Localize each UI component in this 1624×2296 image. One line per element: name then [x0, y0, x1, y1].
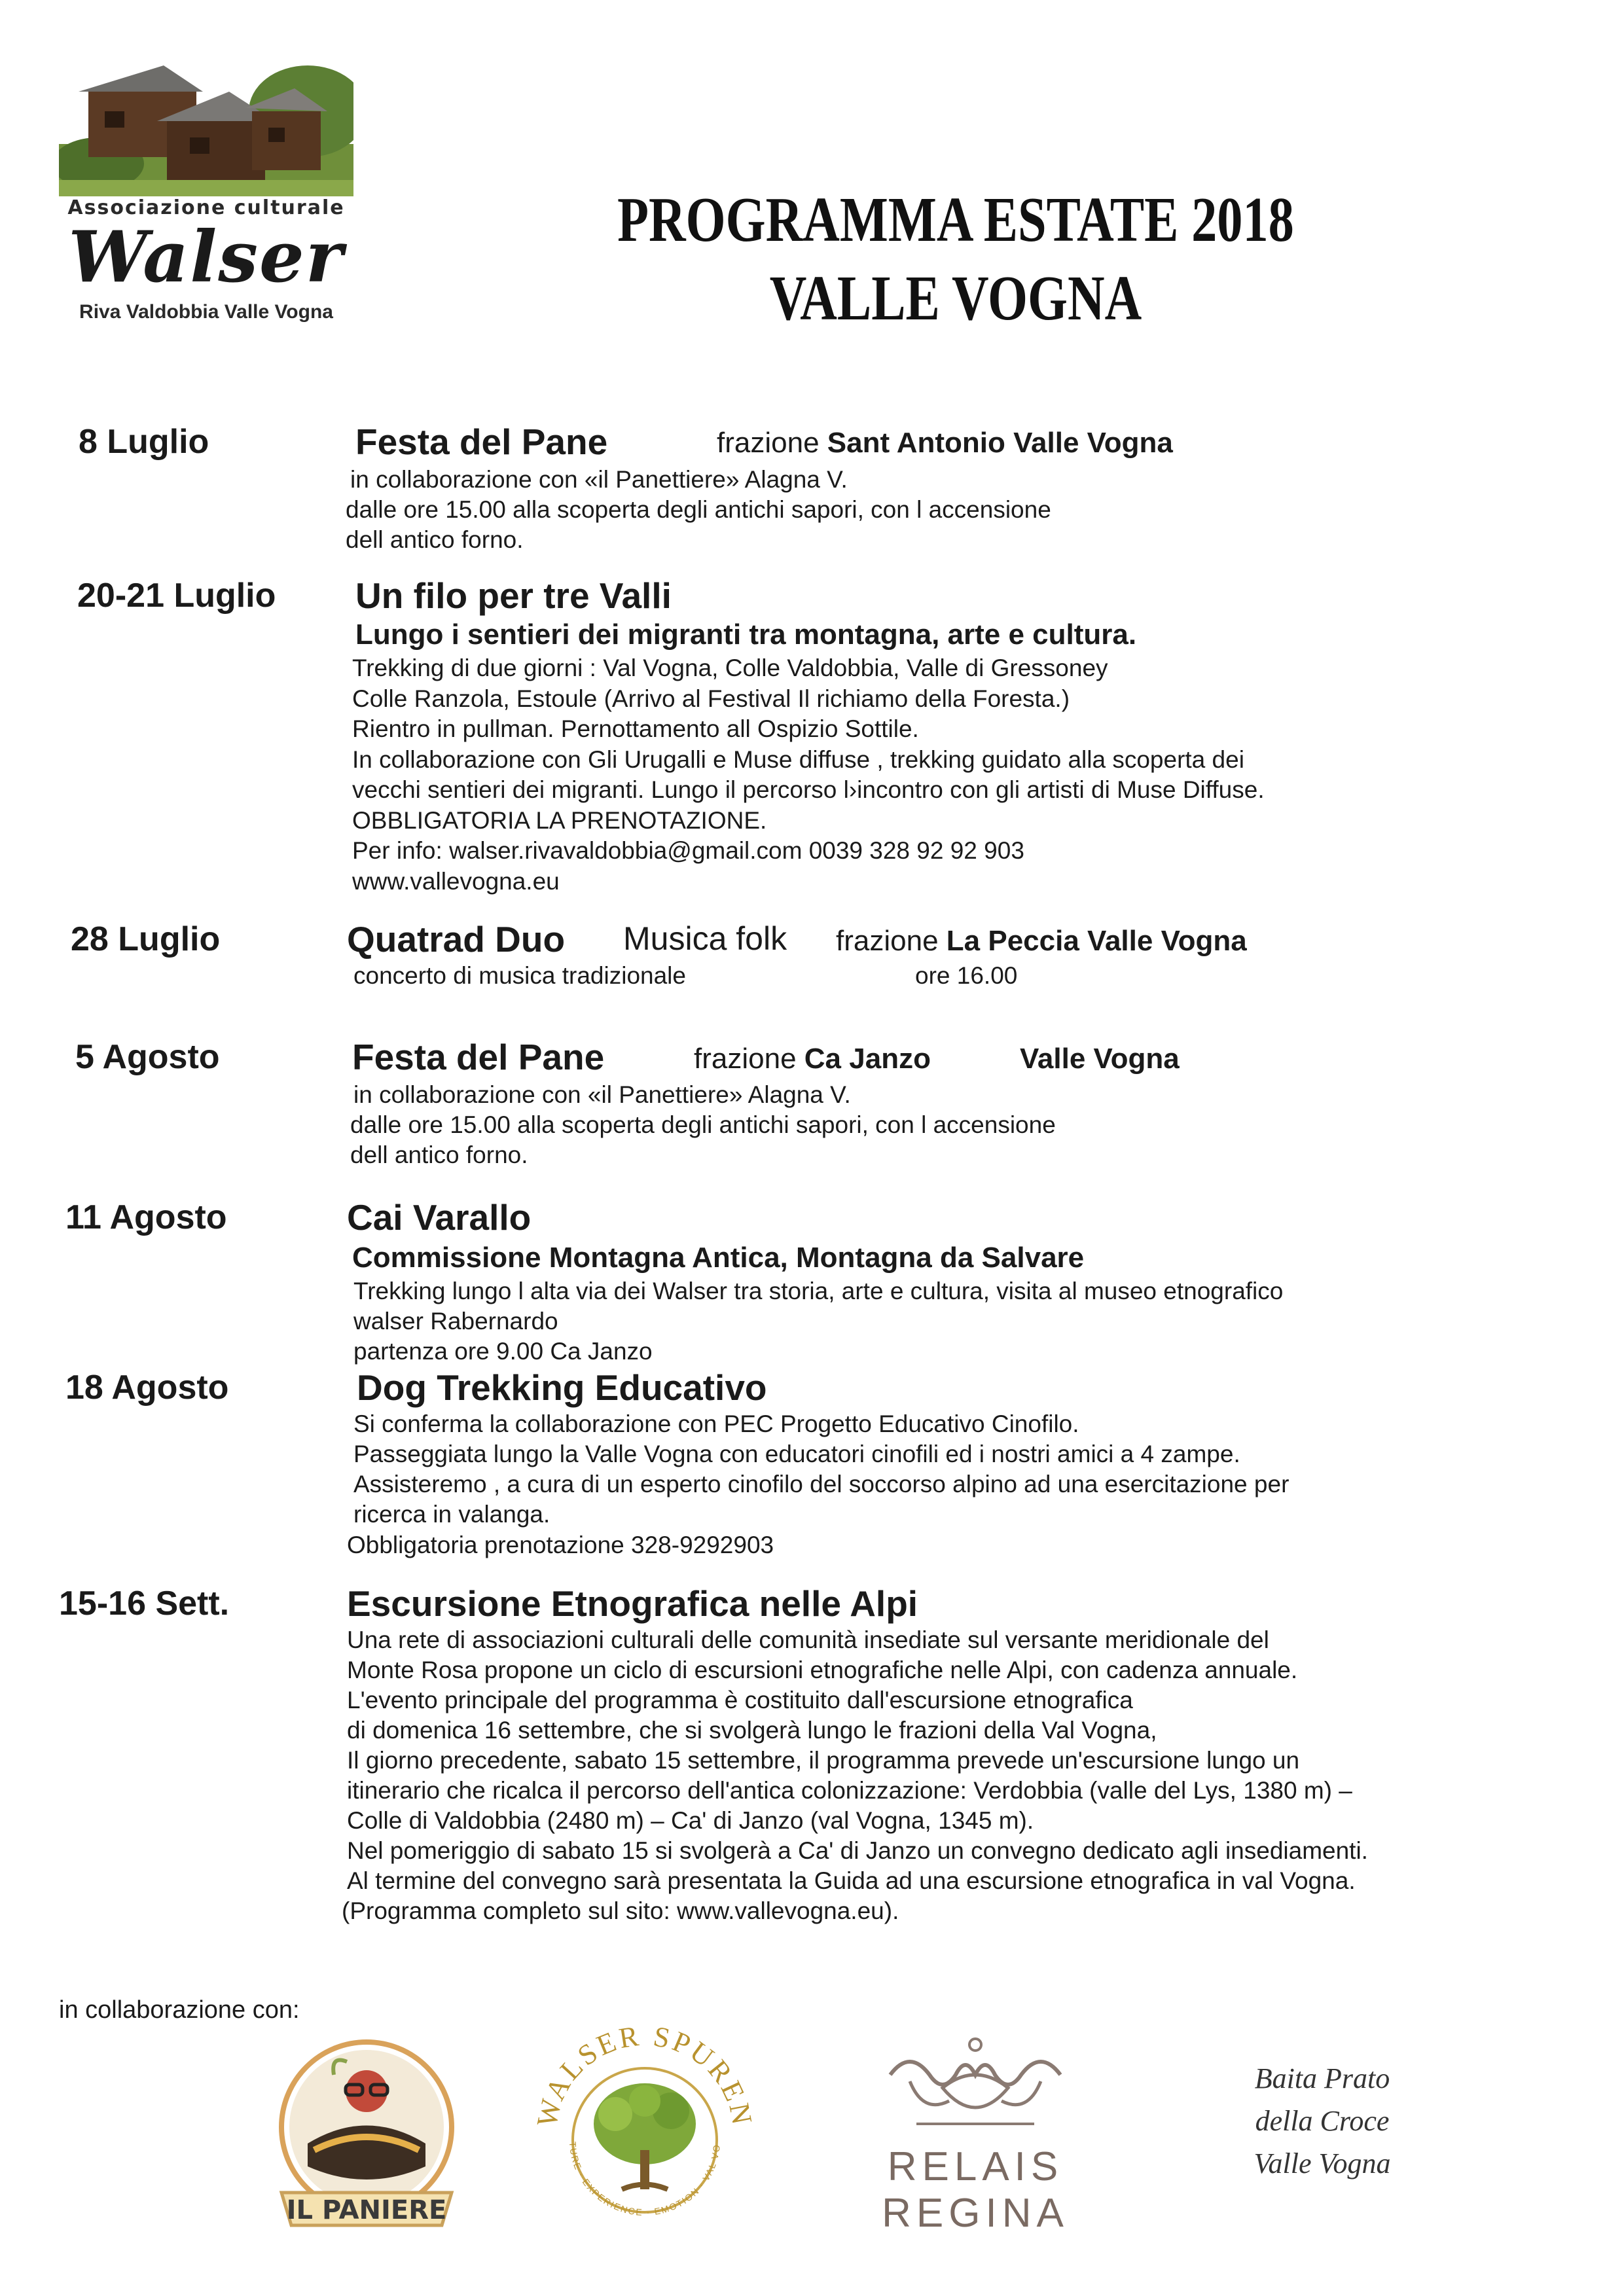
- event-location: frazione La Peccia Valle Vogna: [836, 925, 1247, 957]
- event-place: Sant Antonio Valle Vogna: [827, 427, 1173, 459]
- event-genre: Musica folk: [623, 920, 787, 957]
- event-subtitle: Lungo i sentieri dei migranti tra montagna, arte e cultura.: [355, 619, 1137, 651]
- il-paniere-logo: [268, 2029, 465, 2245]
- event-place: La Peccia Valle Vogna: [946, 925, 1247, 957]
- event-date: 5 Agosto: [75, 1038, 220, 1076]
- event-line: itinerario che ricalca il percorso dell'antica colonizzazione: Verdobbia (valle del Lys, 1380 m) –: [347, 1777, 1352, 1804]
- page-title: PROGRAMMA ESTATE 2018: [617, 185, 1294, 255]
- event-line: Trekking lungo l alta via dei Walser tra storia, arte e cultura, visita al museo etnografico: [353, 1278, 1284, 1304]
- event-line: Rientro in pullman. Pernottamento all Ospizio Sottile.: [352, 715, 919, 742]
- logo-association-label: Associazione culturale: [67, 196, 345, 219]
- walser-logo: [59, 65, 353, 340]
- event-line: dalle ore 15.00 alla scoperta degli antichi sapori, con l accensione: [350, 1111, 1056, 1138]
- event-place-2: Valle Vogna: [1020, 1043, 1180, 1075]
- event-date: 11 Agosto: [65, 1198, 227, 1236]
- event-line: Colle di Valdobbia (2480 m) – Ca' di Janzo (val Vogna, 1345 m).: [347, 1807, 1034, 1834]
- event-line: L'evento principale del programma è costituito dall'escursione etnografica: [347, 1687, 1133, 1713]
- il-paniere-text: IL PANIERE: [286, 2195, 447, 2225]
- event-time: ore 16.00: [915, 962, 1018, 989]
- page-subtitle: VALLE VOGNA: [769, 263, 1142, 334]
- event-line: ricerca in valanga.: [353, 1501, 550, 1528]
- event-line: Passeggiata lungo la Valle Vogna con educatori cinofili ed i nostri amici a 4 zampe.: [353, 1441, 1240, 1467]
- event-line: OBBLIGATORIA LA PRENOTAZIONE.: [352, 807, 767, 834]
- event-title: Cai Varallo: [347, 1197, 532, 1238]
- logo-name: Walser: [68, 216, 344, 298]
- event-line: Il giorno precedente, sabato 15 settembre, il programma prevede un'escursione lungo un: [347, 1747, 1300, 1774]
- chalet-illustration: [59, 65, 353, 196]
- event-title: Un filo per tre Valli: [355, 575, 672, 616]
- event-line: dalle ore 15.00 alla scoperta degli antichi sapori, con l accensione: [346, 496, 1051, 523]
- baita-line: Baita Prato: [1254, 2062, 1390, 2094]
- event-date: 8 Luglio: [79, 423, 209, 461]
- event-line: Si conferma la collaborazione con PEC Progetto Educativo Cinofilo.: [353, 1410, 1079, 1437]
- event-line: in collaborazione con «il Panettiere» Alagna V.: [350, 466, 848, 493]
- event-date: 20-21 Luglio: [77, 577, 276, 615]
- baita-line: della Croce: [1255, 2105, 1390, 2137]
- event-line: dell antico forno.: [350, 1141, 528, 1168]
- event-line: Per info: walser.rivavaldobbia@gmail.com 0039 328 92 92 903: [352, 837, 1024, 864]
- event-line: Assisteremo , a cura di un esperto cinofilo del soccorso alpino ad una esercitazione per: [353, 1471, 1290, 1498]
- event-line: In collaborazione con Gli Urugalli e Muse diffuse , trekking guidato alla scoperta dei: [352, 746, 1244, 773]
- walser-spuren-tagline: TURE · EXPERIENCE · EMOTION · VAL VO: [567, 2141, 723, 2218]
- collaboration-label: in collaborazione con:: [59, 1996, 300, 2024]
- event-subtitle: Commissione Montagna Antica, Montagna da Salvare: [352, 1242, 1085, 1274]
- event-date: 28 Luglio: [71, 920, 221, 958]
- event-line: in collaborazione con «il Panettiere» Alagna V.: [353, 1081, 851, 1108]
- relais-regina-crown-icon: [871, 2036, 1080, 2134]
- event-line: concerto di musica tradizionale: [353, 962, 686, 989]
- logo-subtitle: Riva Valdobbia Valle Vogna: [79, 301, 333, 323]
- event-line: walser Rabernardo: [353, 1308, 558, 1335]
- event-location: frazione Ca Janzo: [694, 1043, 931, 1075]
- event-line: dell antico forno.: [346, 526, 524, 553]
- event-line: Obbligatoria prenotazione 328-9292903: [347, 1532, 774, 1558]
- relais-regina-text: RELAIS REGINA: [882, 2144, 1069, 2236]
- event-line: (Programma completo sul sito: www.vallevogna.eu).: [342, 1897, 899, 1924]
- event-place: Ca Janzo: [804, 1043, 931, 1075]
- event-location: frazione Sant Antonio Valle Vogna: [717, 427, 1173, 459]
- event-date: 15-16 Sett.: [59, 1585, 230, 1623]
- event-title: Dog Trekking Educativo: [357, 1367, 767, 1408]
- event-title: Quatrad Duo: [347, 919, 566, 960]
- walser-spuren-title: WALSER SPUREN: [530, 2019, 759, 2130]
- event-line: vecchi sentieri dei migranti. Lungo il percorso l›incontro con gli artisti di Muse Diffuse.: [352, 776, 1265, 803]
- event-title: Festa del Pane: [352, 1037, 605, 1077]
- event-line: partenza ore 9.00 Ca Janzo: [353, 1338, 653, 1365]
- event-line: Al termine del convegno sarà presentata la Guida ad una escursione etnografica in val Vogna.: [347, 1867, 1356, 1894]
- event-line: www.vallevogna.eu: [352, 868, 560, 895]
- event-line: Trekking di due giorni : Val Vogna, Colle Valdobbia, Valle di Gressoney: [352, 655, 1108, 681]
- baita-line: Valle Vogna: [1254, 2147, 1391, 2179]
- event-line: Colle Ranzola, Estoule (Arrivo al Festival Il richiamo della Foresta.): [352, 685, 1070, 712]
- event-line: Monte Rosa propone un ciclo di escursioni etnografiche nelle Alpi, con cadenza annuale.: [347, 1657, 1298, 1683]
- event-title: Escursione Etnografica nelle Alpi: [347, 1583, 918, 1624]
- event-date: 18 Agosto: [65, 1369, 229, 1407]
- event-line: Una rete di associazioni culturali delle comunità insediate sul versante meridionale del: [347, 1626, 1269, 1653]
- event-line: di domenica 16 settembre, che si svolgerà lungo le frazioni della Val Vogna,: [347, 1717, 1157, 1744]
- event-line: Nel pomeriggio di sabato 15 si svolgerà a Ca' di Janzo un convegno dedicato agli insediamenti.: [347, 1837, 1368, 1864]
- walser-spuren-logo: [530, 2006, 759, 2261]
- event-title: Festa del Pane: [355, 422, 608, 462]
